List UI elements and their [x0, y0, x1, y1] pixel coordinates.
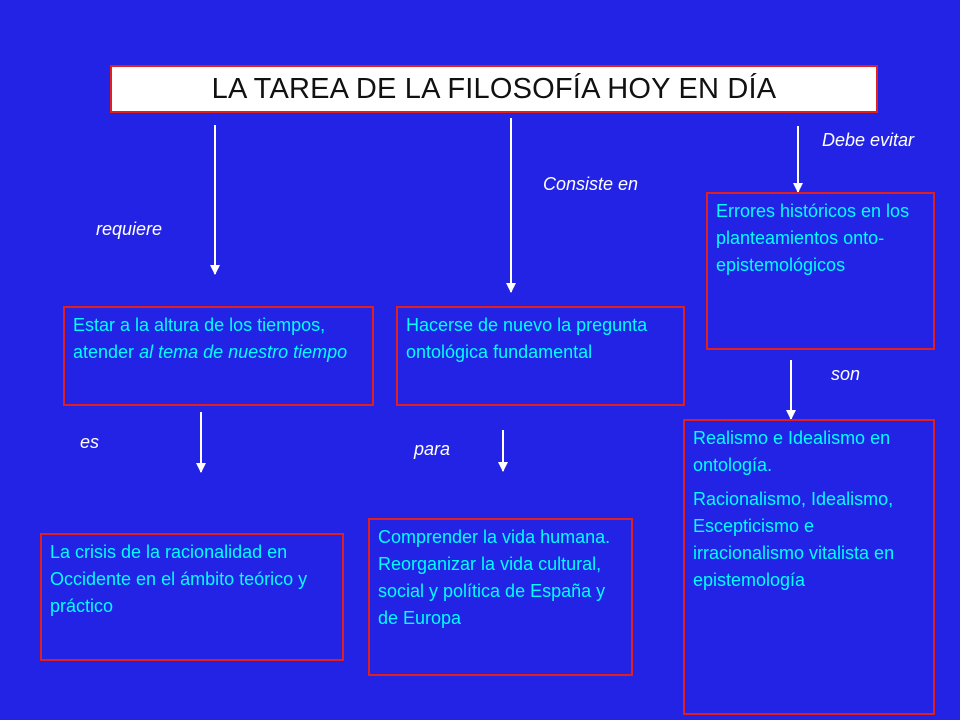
label-para: para: [414, 439, 451, 459]
label-es: es: [80, 432, 100, 452]
node-estar-italic-text: al tema de nuestro tiempo: [139, 342, 348, 362]
label-son: son: [831, 364, 861, 384]
label-debe-evitar: Debe evitar: [822, 130, 915, 150]
node-realismo-idealismo: [683, 419, 935, 715]
node-hacerse-de-nuevo: Hacerse de nuevo la pregunta ontológica fundamental: [396, 306, 685, 406]
label-consiste-en: Consiste en: [543, 174, 639, 194]
node-realismo-line-1: Realismo e Idealismo en ontología.: [693, 428, 891, 475]
node-estar-a-la-altura: [63, 306, 374, 406]
node-comprender-vida: Comprender la vida humana. Reorganizar la vida cultural, social y política de España y de Europa: [368, 518, 633, 676]
node-errores-historicos: Errores históricos en los planteamientos onto-epistemológicos: [706, 192, 935, 350]
node-realismo-line-2: Racionalismo, Idealismo, Escepticismo e irracionalismo vitalista en epistemología: [693, 489, 895, 590]
label-requiere: requiere: [96, 219, 163, 239]
node-estar-text: Estar a la altura de los tiempos, atender: [73, 315, 326, 362]
diagram-title: LA TAREA DE LA FILOSOFÍA HOY EN DÍA: [110, 65, 878, 113]
node-crisis-racionalidad: La crisis de la racionalidad en Occidente en el ámbito teórico y práctico: [40, 533, 344, 661]
